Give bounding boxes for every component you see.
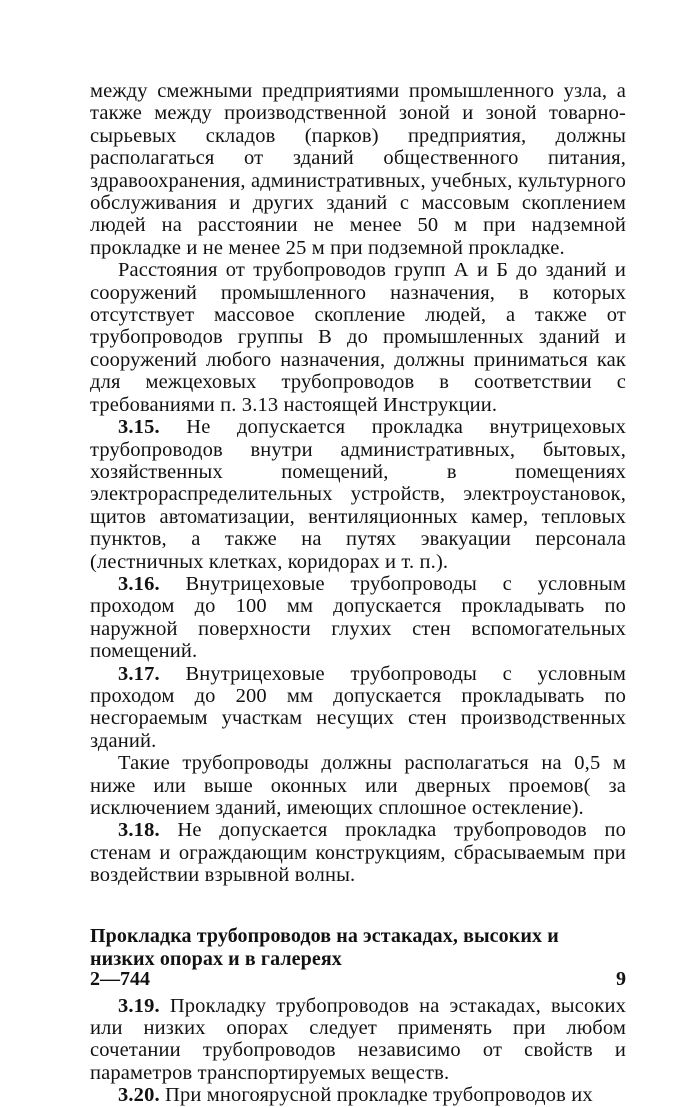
clause-text: Не допускается прокладка трубопроводов по стенам и ограждающим конструкциям, сбрасываемым при воздействии взрывной волны. xyxy=(90,819,626,887)
page-body xyxy=(90,80,626,1107)
paragraph-continuation: между смежными предприятиями промышленного узла, а также между производственной зоной и зоной товарно-сырьевых складов (парков) предприятия, должны располагаться от зданий общественного питания, здравоохранения, административных, учебных, культурного обслуживания и других зданий с массовым скоплением людей на расстоянии не менее 50 м при надземной прокладке и не менее 25 м при подземной прокладке. xyxy=(90,80,626,259)
page-footer xyxy=(90,968,626,991)
paragraph-distances: Расстояния от трубопроводов групп А и Б до зданий и сооружений промышленного назначения, в которых отсутствует массовое скопление людей, а также от трубопроводов группы В до промышленных зданий и сооружений любого назначения, должны приниматься как для межцеховых трубопроводов в соответствии с требованиями п. 3.13 настоящей Инструкции. xyxy=(90,259,626,416)
clause-text: Внутрицеховые трубопроводы с условным проходом до 100 мм допускается прокладывать по наружной поверхности глухих стен вспомогательных помещений. xyxy=(90,572,626,663)
clause-3-15 xyxy=(90,416,626,573)
page-number: 9 xyxy=(616,968,626,990)
clause-text: Внутрицеховые трубопроводы с условным проходом до 200 мм допускается прокладывать по несгораемым участкам несущих стен производственных зданий. xyxy=(90,662,626,752)
clause-number: 3.18. xyxy=(118,819,160,842)
clause-number: 3.20. xyxy=(118,1084,160,1107)
clause-text: Прокладку трубопроводов на эстакадах, высоких или низких опорах следует применять при любом сочетании трубопроводов независимо от свойств и параметров транспортируемых веществ. xyxy=(90,994,626,1084)
clause-3-19 xyxy=(90,995,626,1085)
clause-number: 3.16. xyxy=(118,572,160,595)
clause-3-18 xyxy=(90,819,626,886)
clause-text: При многоярусной прокладке трубопроводов их xyxy=(165,1084,593,1107)
printer-signature: 2—744 xyxy=(90,968,150,990)
clause-number: 3.15. xyxy=(118,416,160,439)
section-heading: Прокладка трубопроводов на эстакадах, высоких и низких опорах и в галереях xyxy=(90,924,559,970)
clause-number: 3.19. xyxy=(118,994,160,1017)
clause-3-20 xyxy=(90,1084,626,1106)
clause-3-17 xyxy=(90,663,626,753)
paragraph-window-offset: Такие трубопроводы должны располагаться на 0,5 м ниже или выше оконных или дверных проемов( за исключением зданий, имеющих сплошное остекление). xyxy=(90,752,626,819)
clause-text: Не допускается прокладка внутрицеховых трубопроводов внутри административных, бытовых, хозяйственных помещений, в помещениях электрораспределительных устройств, электроустановок, щитов автоматизации, вентиляционных камер, тепловых пунктов, а также на путях эвакуации персонала (лестничных клетках, коридорах и т. п.). xyxy=(90,416,626,573)
clause-3-16 xyxy=(90,573,626,663)
clause-number: 3.17. xyxy=(118,662,160,685)
